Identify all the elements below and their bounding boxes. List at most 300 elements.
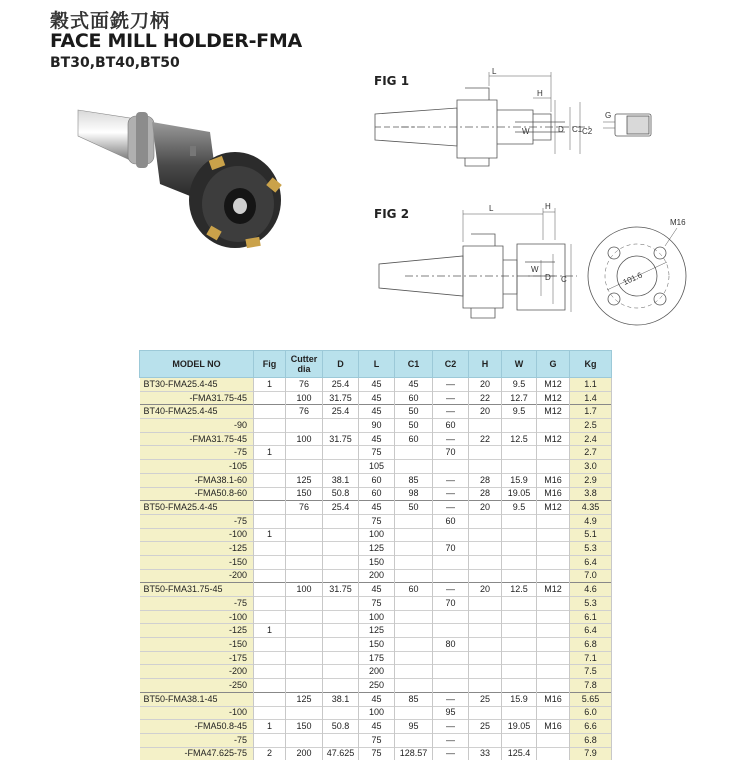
cell-c1 [395,597,433,611]
cell-fig: 1 [254,720,286,734]
cell-c2: — [433,391,469,405]
fig2-dim-h: H [545,202,551,211]
cell-c2: 60 [433,514,469,528]
cell-kg: 1.1 [570,378,612,392]
cell-cutter: 100 [286,583,323,597]
cell-w [502,610,537,624]
cell-d [323,610,359,624]
cell-c1 [395,569,433,583]
cell-fig: 1 [254,446,286,460]
cell-fig [254,391,286,405]
cell-w [502,419,537,433]
table-row [140,747,612,760]
spec-table [139,350,612,760]
cell-cutter: 100 [286,432,323,446]
table-row [140,487,612,501]
fig1-dim-l: L [492,67,497,76]
cell-g [537,665,570,679]
cell-fig [254,419,286,433]
col-header-w: W [502,351,537,378]
cell-kg: 6.4 [570,555,612,569]
cell-g [537,733,570,747]
cell-fig [254,460,286,474]
col-header-fig: Fig [254,351,286,378]
cell-fig [254,501,286,515]
cell-model: -FMA31.75-45 [140,391,254,405]
cell-g [537,624,570,638]
cell-cutter [286,542,323,556]
cell-fig [254,583,286,597]
cell-d: 38.1 [323,473,359,487]
cell-w [502,651,537,665]
cell-w [502,569,537,583]
cell-g: M12 [537,501,570,515]
cell-cutter: 76 [286,501,323,515]
cell-w: 9.5 [502,405,537,419]
cell-c2: — [433,487,469,501]
cell-model: -75 [140,446,254,460]
cell-h: 28 [469,473,502,487]
cell-fig [254,706,286,720]
cell-h [469,638,502,652]
cell-d: 38.1 [323,692,359,706]
cell-c1: 50 [395,501,433,515]
cell-c1: 128.57 [395,747,433,760]
cell-d [323,555,359,569]
cell-w: 15.9 [502,473,537,487]
cell-cutter [286,460,323,474]
cell-model: -125 [140,542,254,556]
fig1-dim-c1: C1 [572,125,583,134]
cell-l: 75 [359,747,395,760]
cell-w [502,514,537,528]
cell-l: 45 [359,501,395,515]
cell-l: 45 [359,692,395,706]
fig2-dim-c: C [561,275,567,284]
cell-w: 12.5 [502,583,537,597]
cell-l: 100 [359,528,395,542]
cell-l: 45 [359,720,395,734]
cell-l: 100 [359,610,395,624]
cell-h [469,460,502,474]
cell-c2 [433,679,469,693]
cell-h [469,542,502,556]
cell-c1 [395,514,433,528]
cell-l: 200 [359,569,395,583]
cell-model: -FMA38.1-60 [140,473,254,487]
cell-fig [254,405,286,419]
cell-model: -175 [140,651,254,665]
cell-model: -100 [140,610,254,624]
cell-l: 105 [359,460,395,474]
cell-cutter: 150 [286,720,323,734]
cell-model: -FMA31.75-45 [140,432,254,446]
cell-model: -FMA50.8-45 [140,720,254,734]
table-row [140,692,612,706]
cell-c2 [433,569,469,583]
cell-l: 45 [359,583,395,597]
table-row [140,638,612,652]
cell-l: 125 [359,624,395,638]
cell-kg: 5.1 [570,528,612,542]
cell-cutter [286,733,323,747]
table-row [140,473,612,487]
cell-d [323,679,359,693]
cell-w [502,528,537,542]
cell-d [323,528,359,542]
cell-model: -150 [140,638,254,652]
cell-d [323,446,359,460]
cell-kg: 3.0 [570,460,612,474]
table-row [140,569,612,583]
cell-c1: 60 [395,432,433,446]
cell-c2 [433,610,469,624]
cell-fig [254,555,286,569]
cell-model: -125 [140,624,254,638]
cell-l: 250 [359,679,395,693]
cell-d: 25.4 [323,405,359,419]
fig2-label: FIG 2 [374,207,410,221]
table-row [140,651,612,665]
cell-g: M12 [537,391,570,405]
cell-c2: — [433,432,469,446]
cell-model: -150 [140,555,254,569]
cell-h: 33 [469,747,502,760]
cell-w: 19.05 [502,720,537,734]
cell-kg: 5.3 [570,597,612,611]
col-header-g: G [537,351,570,378]
cell-model: -75 [140,514,254,528]
cell-d: 47.625 [323,747,359,760]
table-row [140,720,612,734]
cell-h: 25 [469,692,502,706]
cell-d: 31.75 [323,432,359,446]
cell-c1 [395,460,433,474]
cell-g: M16 [537,487,570,501]
cell-cutter [286,624,323,638]
cell-w: 12.5 [502,432,537,446]
cell-c2: 70 [433,597,469,611]
cell-g [537,569,570,583]
cell-g [537,747,570,760]
cell-model: -FMA50.8-60 [140,487,254,501]
cell-c2: — [433,720,469,734]
cell-g: M16 [537,720,570,734]
cell-cutter [286,555,323,569]
cell-d: 25.4 [323,378,359,392]
cell-w [502,555,537,569]
cell-l: 90 [359,419,395,433]
cell-c1 [395,706,433,720]
col-header-d: D [323,351,359,378]
cell-c1: 60 [395,391,433,405]
cell-g: M16 [537,473,570,487]
col-header-h: H [469,351,502,378]
cell-d [323,514,359,528]
cell-kg: 7.9 [570,747,612,760]
cell-cutter: 150 [286,487,323,501]
cell-kg: 6.4 [570,624,612,638]
cell-w [502,679,537,693]
cell-d [323,460,359,474]
cell-kg: 2.5 [570,419,612,433]
cell-c2: — [433,501,469,515]
cell-c2 [433,651,469,665]
cell-c2: — [433,747,469,760]
fig2-dim-d: D [545,273,551,282]
table-row [140,446,612,460]
cell-d [323,665,359,679]
cell-h [469,555,502,569]
cell-c1 [395,665,433,679]
cell-cutter: 76 [286,378,323,392]
cell-l: 60 [359,473,395,487]
cell-model: -90 [140,419,254,433]
cell-g [537,679,570,693]
cell-c1: 95 [395,720,433,734]
cell-d: 31.75 [323,391,359,405]
cell-l: 175 [359,651,395,665]
cell-kg: 6.8 [570,638,612,652]
cell-c1 [395,446,433,460]
cell-d: 50.8 [323,720,359,734]
cell-w [502,542,537,556]
cell-kg: 1.4 [570,391,612,405]
cell-d [323,733,359,747]
cell-h: 20 [469,501,502,515]
table-body [140,378,612,761]
cell-c1: 45 [395,378,433,392]
cell-c2: — [433,405,469,419]
cell-cutter [286,638,323,652]
cell-cutter [286,610,323,624]
table-row [140,624,612,638]
cell-cutter [286,665,323,679]
table-row [140,378,612,392]
cell-w [502,638,537,652]
cell-c2 [433,665,469,679]
cell-h [469,610,502,624]
cell-w: 19.05 [502,487,537,501]
cell-h [469,597,502,611]
table-row [140,706,612,720]
cell-cutter: 200 [286,747,323,760]
cell-l: 200 [359,665,395,679]
col-header-c2: C2 [433,351,469,378]
col-header-c1: C1 [395,351,433,378]
cell-h [469,679,502,693]
table-row [140,555,612,569]
cell-g: M12 [537,583,570,597]
cell-fig [254,638,286,652]
cell-w: 9.5 [502,378,537,392]
cell-g [537,419,570,433]
cell-c1 [395,610,433,624]
cell-cutter: 100 [286,391,323,405]
cell-kg: 2.9 [570,473,612,487]
cell-cutter [286,514,323,528]
cell-model: BT40-FMA25.4-45 [140,405,254,419]
cell-fig [254,692,286,706]
cell-fig: 2 [254,747,286,760]
cell-g [537,638,570,652]
cell-model: -FMA47.625-75 [140,747,254,760]
cell-c2: — [433,473,469,487]
cell-model: -200 [140,665,254,679]
table-row [140,501,612,515]
product-photo [70,88,285,253]
col-header-kg: Kg [570,351,612,378]
cell-model: BT50-FMA31.75-45 [140,583,254,597]
cell-cutter: 125 [286,692,323,706]
cell-fig [254,514,286,528]
cell-model: -105 [140,460,254,474]
cell-d: 50.8 [323,487,359,501]
cell-c1 [395,542,433,556]
cell-w [502,460,537,474]
page-title: FACE MILL HOLDER-FMA [50,30,302,52]
cell-w: 12.7 [502,391,537,405]
cell-l: 75 [359,446,395,460]
cell-c1: 60 [395,583,433,597]
page-subtitle: BT30,BT40,BT50 [50,55,180,71]
table-row [140,460,612,474]
cell-h [469,624,502,638]
cell-c1 [395,651,433,665]
cell-c2 [433,528,469,542]
cell-d [323,597,359,611]
table-row [140,528,612,542]
table-header-row [140,351,612,378]
cell-h [469,446,502,460]
col-header-model: MODEL NO [140,351,254,378]
cell-fig: 1 [254,528,286,542]
cell-g: M16 [537,692,570,706]
cell-g [537,555,570,569]
cell-h [469,665,502,679]
cell-cutter: 76 [286,405,323,419]
cell-d: 31.75 [323,583,359,597]
cell-h: 20 [469,405,502,419]
table-row [140,679,612,693]
table-row [140,419,612,433]
cell-model: -200 [140,569,254,583]
cell-l: 75 [359,597,395,611]
cell-kg: 4.9 [570,514,612,528]
cell-kg: 7.1 [570,651,612,665]
cell-c2 [433,624,469,638]
cell-d [323,569,359,583]
cell-c1: 50 [395,419,433,433]
cell-g: M12 [537,432,570,446]
cell-c2 [433,460,469,474]
cell-cutter [286,446,323,460]
cell-c1 [395,733,433,747]
cell-fig: 1 [254,378,286,392]
cell-fig [254,679,286,693]
cell-c1 [395,528,433,542]
cell-d [323,542,359,556]
cell-h [469,514,502,528]
cell-w [502,597,537,611]
cell-c2: 80 [433,638,469,652]
table-row [140,514,612,528]
cell-kg: 2.4 [570,432,612,446]
cell-model: BT50-FMA38.1-45 [140,692,254,706]
cell-c1: 50 [395,405,433,419]
cell-c1 [395,555,433,569]
col-header-cutter-dia: Cutter dia [286,351,323,378]
cell-c1 [395,624,433,638]
cell-cutter: 125 [286,473,323,487]
cell-kg: 6.6 [570,720,612,734]
fig2-dim-pcd: 101.6 [621,270,644,287]
cell-cutter [286,419,323,433]
cell-g [537,597,570,611]
col-header-l: L [359,351,395,378]
cell-h: 20 [469,378,502,392]
cell-h: 20 [469,583,502,597]
cell-kg: 7.8 [570,679,612,693]
cell-model: -100 [140,706,254,720]
cell-cutter [286,597,323,611]
table-row [140,733,612,747]
cell-c2: 60 [433,419,469,433]
cell-cutter [286,569,323,583]
cell-g: M12 [537,378,570,392]
cell-g [537,528,570,542]
cell-g [537,610,570,624]
cell-model: BT50-FMA25.4-45 [140,501,254,515]
cell-l: 75 [359,733,395,747]
cell-c1 [395,638,433,652]
cell-kg: 7.0 [570,569,612,583]
cell-h [469,733,502,747]
cell-kg: 6.0 [570,706,612,720]
fig1-dim-w: W [522,127,530,136]
cell-kg: 2.7 [570,446,612,460]
cell-d: 25.4 [323,501,359,515]
cell-h: 22 [469,432,502,446]
cell-c2: 70 [433,446,469,460]
fig1-label: FIG 1 [374,74,410,88]
cell-g [537,460,570,474]
cell-c2: — [433,733,469,747]
table-row [140,597,612,611]
cell-kg: 5.65 [570,692,612,706]
cell-l: 125 [359,542,395,556]
cell-kg: 4.6 [570,583,612,597]
cell-fig [254,665,286,679]
cell-model: -75 [140,597,254,611]
cell-fig [254,569,286,583]
fig1-dim-h: H [537,89,543,98]
cell-h [469,651,502,665]
cell-kg: 5.3 [570,542,612,556]
cell-c2: — [433,378,469,392]
fig1-dim-d: D [558,125,564,134]
cell-d [323,419,359,433]
cell-w: 9.5 [502,501,537,515]
cell-c1: 98 [395,487,433,501]
cell-h: 28 [469,487,502,501]
cell-kg: 3.8 [570,487,612,501]
cell-w [502,665,537,679]
cell-g [537,514,570,528]
cell-g [537,542,570,556]
cell-h [469,528,502,542]
cell-h [469,706,502,720]
